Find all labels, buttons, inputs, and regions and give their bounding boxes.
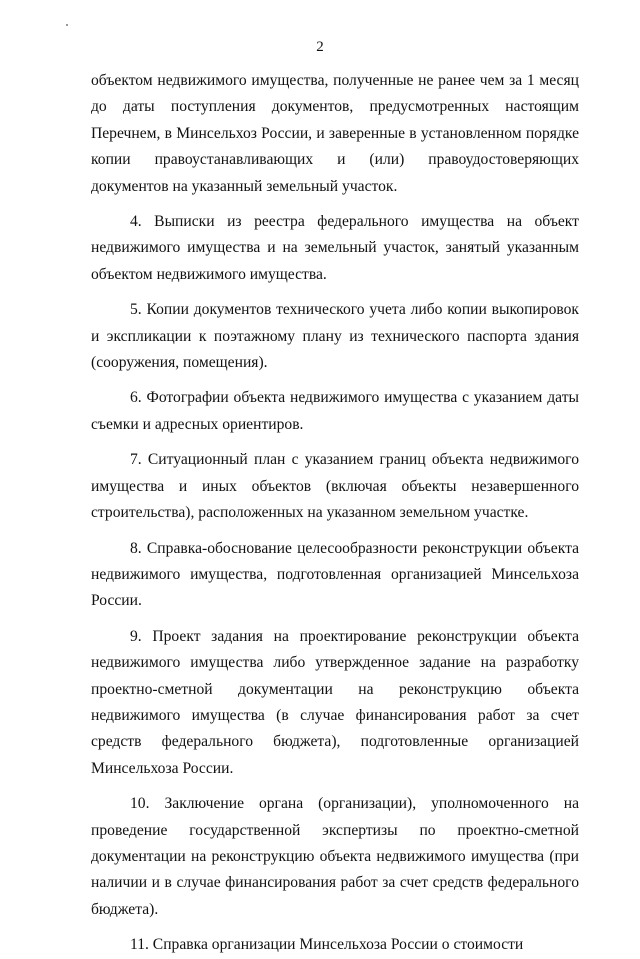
paragraph-item-7: 7. Ситуационный план с указанием границ объекта недвижимого имущества и иных объектов (включая объекты незавершенного строительства), расположенных на указанном земельном участке. — [91, 451, 579, 522]
paragraph-item-4: 4. Выписки из реестра федерального имущества на объект недвижимого имущества и на земельный участок, занятый указанным объектом недвижимого имущества. — [91, 213, 579, 283]
page-number: 2 — [316, 39, 324, 55]
paragraph-item-11: 11. Справка организации Минсельхоза России о стоимости — [130, 936, 524, 954]
document-body — [91, 68, 579, 959]
paragraph-item-8: 8. Справка-обоснование целесообразности реконструкции объекта недвижимого имущества, подготовленная организацией Минсельхоза России. — [91, 539, 579, 610]
paragraph-item-10: 10. Заключение органа (организации), уполномоченного на проведение государственной экспертизы по проектно-сметной документации на реконструкцию объекта недвижимого имущества (при наличии и в случае финансирования работ за счет средств федерального бюджета). — [91, 795, 579, 918]
paragraph-item-6: 6. Фотографии объекта недвижимого имущества с указанием даты съемки и адресных ориентиров. — [91, 389, 579, 433]
paragraph-item-5: 5. Копии документов технического учета либо копии выкопировок и экспликации к поэтажному плану из технического паспорта здания (сооружения, помещения). — [91, 301, 579, 372]
paragraph-continuation: объектом недвижимого имущества, полученные не ранее чем за 1 месяц до даты поступления документов, предусмотренных настоящим Перечнем, в Минсельхоз России, и заверенные в установленном порядке копии правоустанавливающих и (или) правоудостоверяющих документов на указанный земельный участок. — [91, 72, 579, 195]
paragraph-item-9: 9. Проект задания на проектирование реконструкции объекта недвижимого имущества либо утвержденное задание на разработку проектно-сметной документации на реконструкцию объекта недвижимого имущества (в случае финансирования работ за счет средств федерального бюджета), подготовленные организацией Минсельхоза России. — [91, 627, 579, 777]
scan-speck — [66, 24, 68, 26]
